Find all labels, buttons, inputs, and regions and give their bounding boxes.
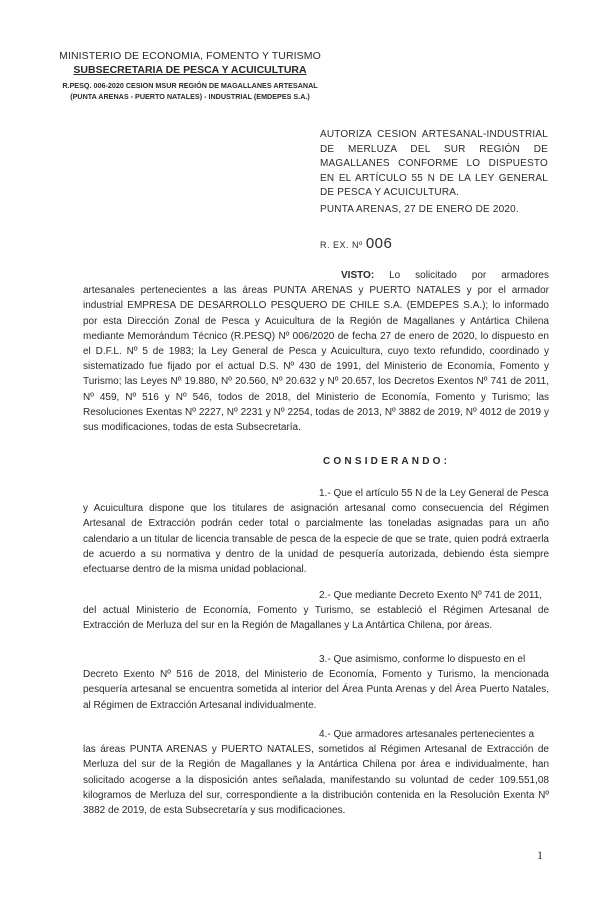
resolution-prefix: R. EX. Nº	[320, 240, 363, 250]
resolution-number	[320, 235, 392, 252]
visto-label: VISTO:	[341, 270, 375, 281]
visto-paragraph	[83, 268, 549, 435]
paragraph-body: y Acuicultura dispone que los titulares de asignación artesanal como consecuencia del Régimen Artesanal de Extracción podrán ceder total o parcialmente las toneladas asignadas para un año calendario a un titular de licencia transable de pesca de la especie de que se trate, quien podrá extraerla de acuerdo a su normativa y dentro de la unidad de pesquería autorizada, debiendo ésta siempre efectuarse dentro de la misma unidad poblacional.	[83, 503, 549, 576]
date-line: PUNTA ARENAS, 27 DE ENERO DE 2020.	[320, 204, 519, 215]
considerando-heading: CONSIDERANDO:	[323, 456, 451, 467]
subsecretaria-heading: SUBSECRETARIA DE PESCA Y ACUICULTURA	[73, 64, 307, 76]
paragraph-body: Decreto Exento Nº 516 de 2018, del Ministerio de Economía, Fomento y Turismo, la mencionada pesquería artesanal se encuentra sometida al interior del Área Punta Arenas y del Área Puerto Natales, al Régimen de Extracción Artesanal individualmente.	[83, 669, 549, 711]
considerando-paragraph-2	[83, 588, 549, 634]
paragraph-lead: 4.- Que armadores artesanales pertenecientes a	[319, 729, 535, 740]
paragraph-body: del actual Ministerio de Economía, Fomento y Turismo, se estableció el Régimen Artesanal de Extracción de Merluza del sur en la Región de Magallanes y La Antártica Chilena, por áreas.	[83, 605, 549, 632]
paragraph-lead: 3.- Que asimismo, conforme lo dispuesto en el	[319, 654, 526, 665]
paragraph-lead: 2.- Que mediante Decreto Exento Nº 741 de 2011,	[319, 590, 543, 601]
reference-code: R.PESQ. 006-2020 CESION MSUR REGIÓN DE MAGALLANES ARTESANAL (PUNTA ARENAS - PUERTO NATALES) - INDUSTRIAL (EMDEPES S.A.)	[62, 81, 318, 101]
considerando-paragraph-1	[83, 486, 549, 577]
considerando-paragraph-3	[83, 652, 549, 713]
paragraph-body: las áreas PUNTA ARENAS y PUERTO NATALES, sometidos al Régimen Artesanal de Extracción de Merluza del sur de la Región de Magallanes y la Antártica Chilena por área e individualmente, han solicitado acogerse a la disposición antes señalada, manifestando su voluntad de ceder 109.551,08 kilogramos de Merluza del sur, correspondiente a la distribución contenida en la Resolución Exenta Nº 3882 de 2019, de esta Subsecretaría y sus modificaciones.	[83, 744, 549, 817]
ministry-heading: MINISTERIO DE ECONOMIA, FOMENTO Y TURISMO	[59, 50, 321, 62]
paragraph-lead: 1.- Que el artículo 55 N de la Ley General de Pesca	[319, 488, 549, 499]
visto-text: Lo solicitado por armadores artesanales pertenecientes a las áreas PUNTA ARENAS y PUERTO NATALES y por el armador industrial EMPRESA DE DESARROLLO PESQUERO DE CHILE S.A. (EMDEPES S.A.); lo informado por esta Dirección Zonal de Pesca y Acuicultura de la Región de Magallanes y Antártica Chilena mediante Memorándum Técnico (R.PESQ) Nº 006/2020 de fecha 27 de enero de 2020, lo dispuesto en el D.F.L. Nº 5 de 1983; la Ley General de Pesca y Acuicultura, cuyo texto refundido, coordinado y sistematizado fue fijado por el actual D.S. Nº 430 de 1991, del Ministerio de Economía, Fomento y Turismo; las Leyes Nº 19.880, Nº 20.560, Nº 20.632 y Nº 20.657, los Decretos Exentos Nº 741 de 2011, Nº 459, Nº 516 y Nº 546, todos de 2018, del Ministerio de Economía, Fomento y Turismo; las Resoluciones Exentas Nº 2227, Nº 2231 y Nº 2254, todas de 2013, Nº 3882 de 2019, Nº 4012 de 2019 y sus modificaciones, todas de esta Subsecretaría.	[83, 270, 549, 434]
page-number: 1	[537, 848, 543, 862]
resolution-number-value: 006	[365, 235, 393, 252]
considerando-paragraph-4	[83, 727, 549, 818]
resolution-summary: AUTORIZA CESION ARTESANAL-INDUSTRIAL DE MERLUZA DEL SUR REGIÓN DE MAGALLANES CONFORME LO DISPUESTO EN EL ARTÍCULO 55 N DE LA LEY GENERAL DE PESCA Y ACUICULTURA.	[320, 129, 548, 198]
